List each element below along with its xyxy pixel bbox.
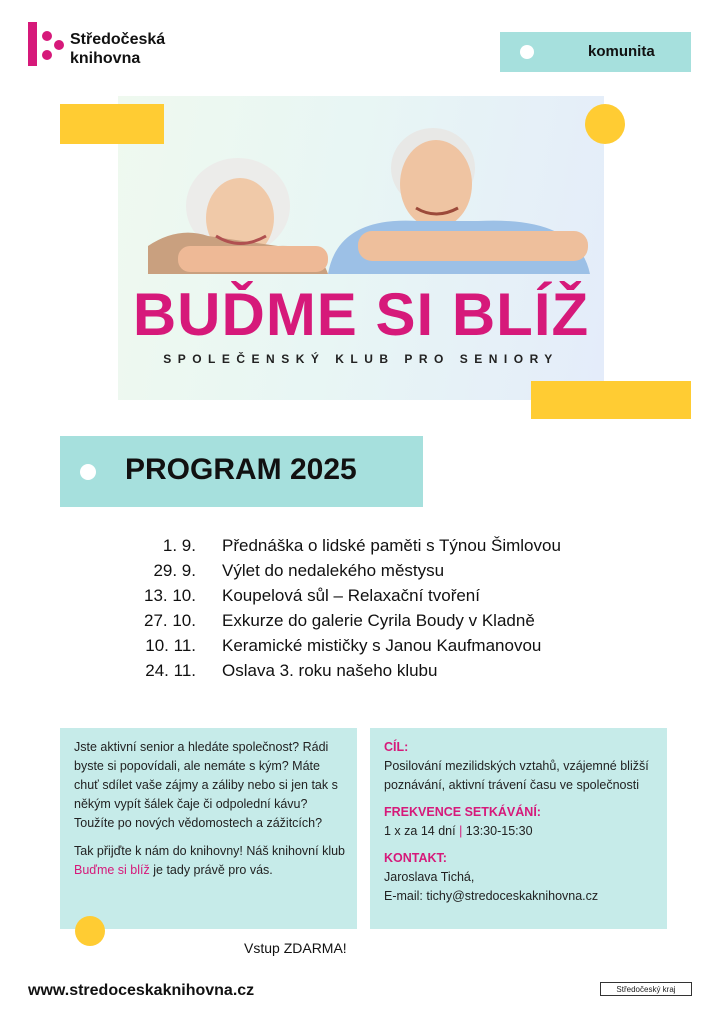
program-heading: PROGRAM 2025 <box>125 453 357 486</box>
frequency-separator: | <box>459 824 463 838</box>
program-list <box>100 536 660 686</box>
library-logo-icon <box>28 22 68 68</box>
invite-text <box>74 842 347 880</box>
program-item <box>100 561 660 586</box>
program-date: 27. 10. <box>144 611 196 630</box>
goal-label: CÍL: <box>384 740 409 754</box>
decor-yellow-bar <box>60 104 164 144</box>
hero-title: BUĎME SI BLÍŽ <box>132 281 590 348</box>
program-item <box>100 536 660 561</box>
frequency-label: FREKVENCE SETKÁVÁNÍ: <box>384 805 541 819</box>
tag-dot-icon <box>520 45 534 59</box>
details-box <box>370 728 667 929</box>
intro-text: Jste aktivní senior a hledáte společnost? Rádi byste si popovídali, ale nemáte s kým? Máte chuť sdílet vaše zájmy a záliby nebo si jen tak s někým vypít šálek čaje či odpolední kávu? Toužíte po nových vědomostech a zážitcích? <box>74 740 338 830</box>
program-item <box>100 661 660 686</box>
library-logo[interactable] <box>28 22 228 70</box>
program-date: 24. 11. <box>145 661 196 680</box>
seniors-photo <box>118 96 604 286</box>
entry-note: Vstup ZDARMA! <box>244 940 347 956</box>
program-title: Koupelová sůl – Relaxační tvoření <box>222 586 480 605</box>
program-date: 10. 11. <box>145 636 196 655</box>
program-title: Exkurze do galerie Cyrila Boudy v Kladně <box>222 611 535 630</box>
contact-label: KONTAKT: <box>384 851 447 865</box>
website-link[interactable]: www.stredoceskaknihovna.cz <box>28 982 255 999</box>
frequency-time: 13:30-15:30 <box>465 824 533 838</box>
program-date: 29. 9. <box>153 561 196 580</box>
intro-box <box>60 728 357 929</box>
program-item <box>100 611 660 636</box>
goal-text: Posilování mezilidských vztahů, vzájemné bližší poznávání, aktivní trávení času ve společnosti <box>384 759 649 792</box>
program-heading-box <box>60 436 423 507</box>
program-item <box>100 636 660 661</box>
library-name-line2: knihovna <box>70 50 141 67</box>
program-title: Keramické mističky s Janou Kaufmanovou <box>222 636 542 655</box>
invite-text-start: Tak přijďte k nám do knihovny! Náš knihovní klub <box>74 844 346 858</box>
program-date: 1. 9. <box>162 536 196 555</box>
program-title: Oslava 3. roku našeho klubu <box>222 661 438 680</box>
program-title: Výlet do nedalekého městysu <box>222 561 445 580</box>
decor-yellow-dot-2 <box>75 916 105 946</box>
library-name <box>70 30 165 68</box>
partner-logo: Středočeský kraj <box>600 982 692 996</box>
library-name-line1: Středočeská <box>70 31 166 48</box>
frequency-text <box>384 822 657 841</box>
contact-name: Jaroslava Tichá, <box>384 870 475 884</box>
program-item <box>100 586 660 611</box>
decor-yellow-dot <box>585 104 625 144</box>
category-tag <box>500 32 691 72</box>
invite-text-end: je tady právě pro vás. <box>149 863 273 877</box>
program-date: 13. 10. <box>144 586 196 605</box>
frequency-value: 1 x za 14 dní <box>384 824 456 838</box>
club-name-link: Buďme si blíž <box>74 863 150 877</box>
contact-email[interactable]: E-mail: tichy@stredoceskaknihovna.cz <box>384 889 599 903</box>
hero-subtitle: SPOLEČENSKÝ KLUB PRO SENIORY <box>163 352 559 366</box>
program-dot-icon <box>80 464 96 480</box>
category-tag-label: komunita <box>588 43 655 60</box>
program-title: Přednáška o lidské paměti s Týnou Šimlovou <box>222 536 561 555</box>
decor-yellow-bar-2 <box>531 381 691 419</box>
